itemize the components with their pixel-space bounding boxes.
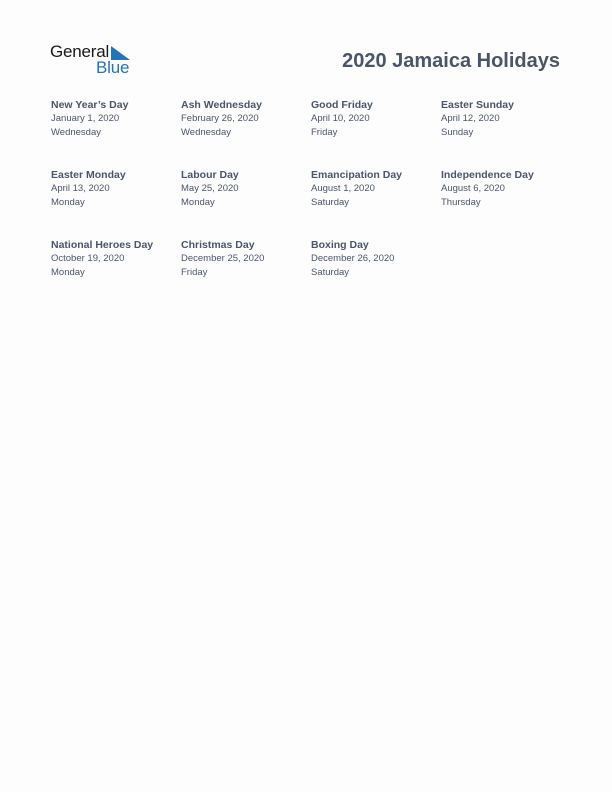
holiday-date: April 13, 2020 bbox=[51, 183, 110, 194]
holiday-weekday: Saturday bbox=[311, 267, 350, 278]
holiday-entry bbox=[181, 238, 306, 280]
logo-text-blue: Blue bbox=[96, 58, 130, 77]
holiday-entry bbox=[51, 168, 176, 210]
holiday-name: National Heroes Day bbox=[51, 239, 154, 251]
holiday-weekday: Thursday bbox=[441, 197, 481, 208]
holiday-date: April 12, 2020 bbox=[441, 113, 500, 124]
holiday-date: December 26, 2020 bbox=[311, 253, 395, 264]
holiday-weekday: Friday bbox=[311, 127, 338, 138]
holiday-name: Easter Sunday bbox=[441, 99, 514, 111]
holiday-name: Christmas Day bbox=[181, 239, 255, 251]
holiday-entry bbox=[181, 98, 306, 140]
holiday-name: Ash Wednesday bbox=[181, 99, 262, 111]
holiday-entry bbox=[441, 98, 566, 140]
holiday-date: January 1, 2020 bbox=[51, 113, 120, 124]
generalblue-logo bbox=[50, 42, 140, 78]
holiday-weekday: Saturday bbox=[311, 197, 350, 208]
holiday-name: New Year’s Day bbox=[51, 99, 129, 111]
holiday-date: October 19, 2020 bbox=[51, 253, 125, 264]
holiday-entry bbox=[181, 168, 306, 210]
holiday-date: May 25, 2020 bbox=[181, 183, 239, 194]
holiday-weekday: Sunday bbox=[441, 127, 474, 138]
holiday-date: April 10, 2020 bbox=[311, 113, 370, 124]
holiday-name: Boxing Day bbox=[311, 239, 369, 251]
holiday-entry bbox=[441, 168, 566, 210]
holiday-name: Easter Monday bbox=[51, 169, 126, 181]
holiday-weekday: Wednesday bbox=[181, 127, 231, 138]
holiday-entry bbox=[311, 98, 436, 140]
page-title: 2020 Jamaica Holidays bbox=[342, 50, 560, 72]
holiday-name: Emancipation Day bbox=[311, 169, 403, 181]
holiday-weekday: Wednesday bbox=[51, 127, 101, 138]
holiday-name: Independence Day bbox=[441, 169, 534, 181]
holiday-entry bbox=[311, 168, 436, 210]
holiday-entry bbox=[311, 238, 436, 280]
holiday-date: December 25, 2020 bbox=[181, 253, 265, 264]
holiday-date: August 6, 2020 bbox=[441, 183, 505, 194]
holiday-weekday: Monday bbox=[51, 267, 85, 278]
holiday-entry bbox=[51, 98, 176, 140]
holiday-weekday: Friday bbox=[181, 267, 208, 278]
holiday-date: August 1, 2020 bbox=[311, 183, 375, 194]
holiday-date: February 26, 2020 bbox=[181, 113, 259, 124]
holiday-name: Labour Day bbox=[181, 169, 239, 181]
logo-text-general: General bbox=[50, 42, 110, 61]
holiday-entry bbox=[51, 238, 176, 280]
holiday-weekday: Monday bbox=[51, 197, 85, 208]
holiday-weekday: Monday bbox=[181, 197, 215, 208]
holiday-name: Good Friday bbox=[311, 99, 373, 111]
